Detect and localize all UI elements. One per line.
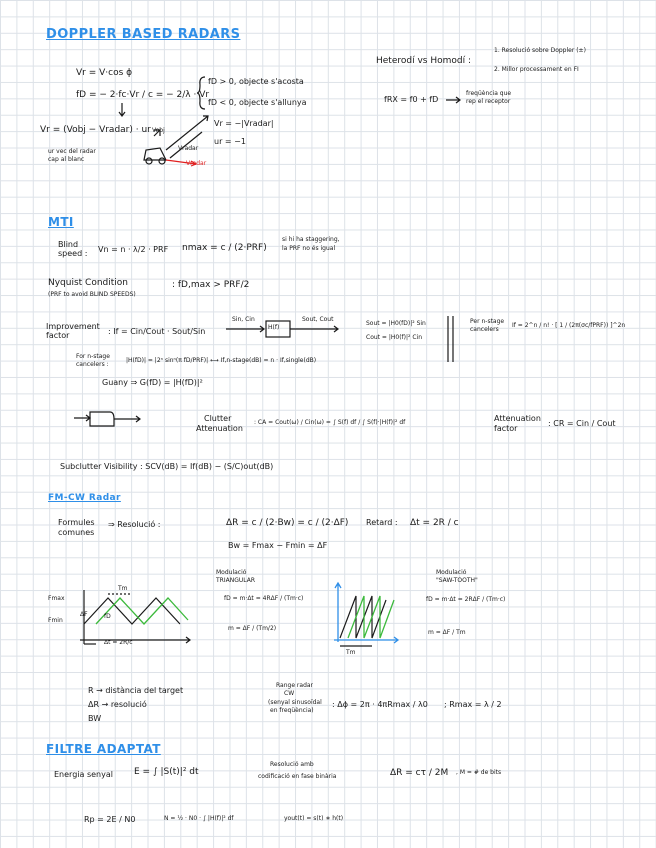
delta-f-label: ΔF [80, 611, 88, 618]
legend-resolution: ΔR → resolució [88, 700, 147, 709]
brace-icon [196, 76, 206, 110]
n-stage-note-1: Per n-stage [470, 318, 505, 325]
stage-equation: |H(fD)| = |2ⁿ sinⁿ(π fD/PRF)| ⟷ If,n-stage(dB) = n · If,single(dB) [126, 357, 317, 364]
energy-equation: E = ∫ |S(t)|² dt [134, 767, 199, 777]
phase-equation: : Δϕ = 2π · 4πRmax / λ0 [332, 700, 428, 709]
blind-speed-equation: Vn = n · λ/2 · PRF [98, 245, 169, 254]
formulas-label-1: Formules [58, 518, 95, 527]
gain-equation: Guany ⇒ G(fD) = |H(fD)|² [102, 378, 203, 387]
sawtooth-fd-equation: fD = m·Δt = 2RΔF / (Tm·c) [426, 596, 506, 603]
legend-distance: R → distància del target [88, 686, 184, 695]
ur-note-2: cap al blanc [48, 156, 85, 163]
staggering-note-1: si hi ha staggering, [282, 236, 340, 243]
ur-value: ur = −1 [214, 137, 246, 146]
triangular-label-2: TRIANGULAR [216, 577, 255, 584]
pulse-sketch [74, 408, 144, 428]
frx-equation: fRX = f0 + fD [384, 95, 439, 104]
sawtooth-modulation-plot [334, 578, 404, 654]
clutter-label-1: Clutter [204, 414, 232, 423]
sawtooth-label-1: Modulació [436, 569, 467, 576]
clutter-equation: : CA = Cout(ω) / Cin(ω) = ∫ S(f) df / ∫ S(f)·|H(f)|² df [254, 419, 406, 426]
hf-block-label: H(f) [268, 324, 280, 331]
nmax-equation: nmax = c / (2·PRF) [182, 243, 267, 253]
clutter-label-2: Attenuation [196, 424, 243, 433]
resolution-coding-1: Resolució amb [270, 761, 314, 768]
range-radar-label-3: (senyal sinusoïdal [268, 699, 322, 706]
delay-equation: Δt = 2R / c [410, 518, 459, 528]
sin-cin-label: Sin, Cin [232, 316, 255, 323]
frx-note-1: freqüència que [466, 90, 512, 97]
resolution-equation: ΔR = c / (2·Bw) = c / (2·ΔF) [226, 518, 349, 528]
vradar-red-label: Vradar [186, 160, 207, 167]
vobj-label: Vobj [152, 127, 165, 134]
fd-equation: fD = − 2·fc·Vr / c = − 2/λ · Vr [76, 90, 210, 100]
n-stage-equation: If = 2^n / n! · [ 1 / (2π(σc/fPRF)) ]^2n [512, 322, 626, 329]
nyquist-note: (PRF to avoid BLIND SPEEDS) [48, 291, 136, 298]
delta-t-label: Δt = 2R/c [104, 639, 133, 646]
matched-filter-title: FILTRE ADAPTAT [46, 742, 161, 756]
delay-label: Retard : [366, 518, 398, 527]
stage-note-1: For n-stage [76, 353, 110, 360]
tm-label-sawtooth: Tm [346, 649, 356, 656]
stage-note-2: cancelers : [76, 361, 109, 368]
improvement-equation: : If = Cin/Cout · Sout/Sin [108, 327, 206, 336]
vr-equation: Vr = V·cos ϕ [76, 68, 133, 78]
arrow-down-icon [118, 103, 138, 117]
fd-negative-note: fD < 0, objecte s'allunya [208, 98, 307, 107]
fmcw-title: FM-CW Radar [48, 493, 121, 503]
fd-positive-note: fD > 0, objecte s'acosta [208, 77, 304, 86]
sout-cout-label: Sout, Cout [302, 316, 334, 323]
blind-speed-label-1: Blind [58, 240, 79, 249]
improvement-label-1: Improvement [46, 322, 100, 331]
signal-energy-label: Energia senyal [54, 770, 113, 779]
n-stage-note-2: cancelers [470, 326, 499, 333]
bandwidth-equation: Bw = Fmax − Fmin = ΔF [228, 541, 328, 550]
resolution-label: ⇒ Resolució : [108, 520, 161, 529]
fd-graph-label: fD [104, 613, 111, 620]
range-radar-label-4: en freqüència) [270, 707, 314, 714]
attenuation-label-2: factor [494, 424, 518, 433]
vrel-equation: Vr = (Vobj − Vradar) · ur [40, 125, 151, 135]
nyquist-equation: : fD,max > PRF/2 [172, 280, 250, 290]
tm-label-triangular: Tm [118, 585, 128, 592]
range-radar-label-1: Range radar [276, 682, 314, 689]
output-equation: yout(t) = s(t) ∗ h(t) [284, 815, 344, 822]
scv-equation: Subclutter Visibility : SCV(dB) = If(dB) − (S/C)out(dB) [60, 462, 274, 471]
vr-modulus: Vr = −|Vradar| [214, 119, 274, 128]
range-resolution-equation: ΔR = cτ / 2M [390, 768, 449, 778]
triangular-fd-equation: fD = m·Δt = 4RΔF / (Tm·c) [224, 595, 304, 602]
attenuation-label-1: Attenuation [494, 414, 541, 423]
range-radar-label-2: CW [284, 690, 295, 697]
resolution-coding-2: codificació en fase binària [258, 773, 337, 780]
bits-equation: , M = # de bits [456, 769, 502, 776]
nyquist-label: Nyquist Condition [48, 278, 129, 288]
staggering-note-2: la PRF no és igual [282, 245, 336, 252]
sawtooth-m-equation: m = ΔF / Tm [428, 629, 466, 636]
vradar-label: Vradar [178, 145, 199, 152]
cr-equation: : CR = Cin / Cout [548, 419, 616, 428]
doppler-title: DOPPLER BASED RADARS [46, 27, 241, 42]
triangular-m-equation: m = ΔF / (Tm/2) [228, 625, 277, 632]
frx-note-2: rep el receptor [466, 98, 511, 105]
sout-equation: Sout = |H0(fD)|² Sin [366, 320, 426, 327]
ur-note-1: ur vec del radar [48, 148, 96, 155]
arrow-right-icon [446, 96, 464, 104]
sawtooth-label-2: "SAW-TOOTH" [436, 577, 478, 584]
mti-title: MTI [48, 215, 74, 229]
rmax-equation: ; Rmax = λ / 2 [444, 700, 502, 709]
fmax-label: Fmax [48, 595, 65, 602]
heterodyne-point-2: 2. Millor processament en FI [494, 66, 579, 73]
heterodyne-label: Heterodí vs Homodí : [376, 56, 471, 66]
noise-equation: N = ½ · N0 · ∫ |H(f)|² df [164, 815, 234, 822]
cout-equation: Cout = |H0(f)|² Cin [366, 334, 422, 341]
triangular-modulation-plot [80, 585, 196, 648]
formulas-label-2: comunes [58, 528, 95, 537]
blind-speed-label-2: speed : [58, 249, 88, 258]
triangular-label-1: Modulació [216, 569, 247, 576]
rp-equation: Rp = 2E / N0 [84, 815, 136, 824]
improvement-label-2: factor [46, 331, 70, 340]
fmin-label: Fmin [48, 617, 63, 624]
legend-bandwidth: BW [88, 714, 102, 723]
separator-lines [446, 316, 456, 364]
heterodyne-point-1: 1. Resolució sobre Doppler (±) [494, 47, 586, 54]
